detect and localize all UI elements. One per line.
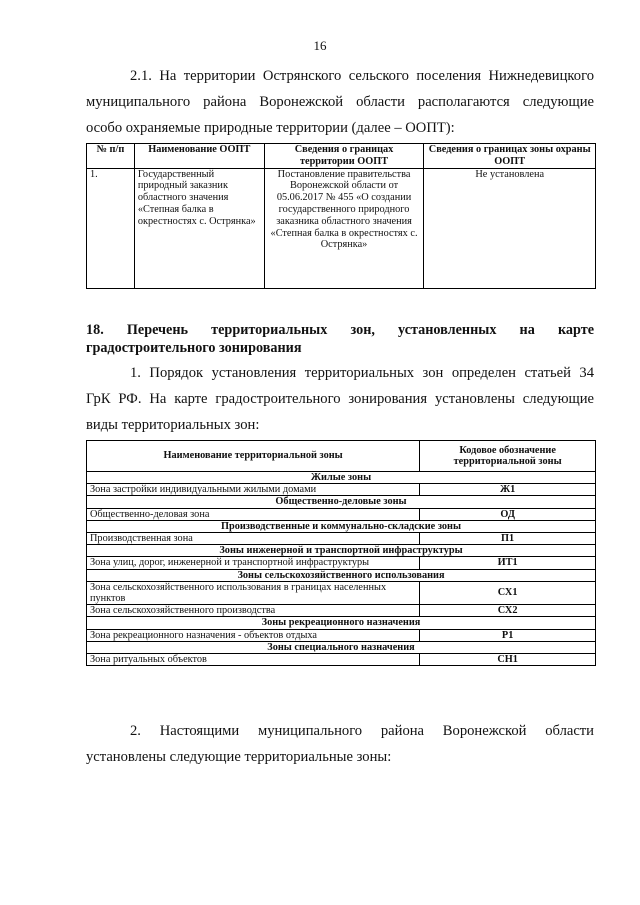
table-row — [87, 508, 596, 520]
zone-name: Зона застройки индивидуальными жилыми домами — [87, 484, 420, 496]
zone-group-row — [87, 569, 596, 581]
zone-group-public: Общественно-деловые зоны — [87, 496, 596, 508]
paragraph-1 — [86, 361, 594, 438]
section-18-title: 18. Перечень территориальных зон, установленных на карте градостроительного зонирования — [86, 322, 594, 356]
zone-group-residential: Жилые зоны — [87, 472, 596, 484]
oopt-table-header — [87, 144, 596, 169]
zone-name: Зона сельскохозяйственного использования в границах населенных пунктов — [87, 581, 420, 604]
table-row — [87, 484, 596, 496]
zone-name: Зона рекреационного назначения - объектов отдыха — [87, 629, 420, 641]
zone-group-agricultural: Зоны сельскохозяйственного использования — [87, 569, 596, 581]
table-row — [87, 654, 596, 666]
paragraph-2-line-2: установлены следующие территориальные зоны: — [86, 748, 392, 765]
zone-group-row — [87, 641, 596, 653]
table-row — [87, 557, 596, 569]
paragraph-1-line-3: виды территориальных зон: — [86, 416, 260, 433]
zone-group-recreational: Зоны рекреационного назначения — [87, 617, 596, 629]
table-row — [87, 581, 596, 604]
paragraph-2 — [86, 719, 594, 771]
table-row — [87, 168, 596, 288]
zone-group-row — [87, 520, 596, 532]
intro-line-1: 2.1. На территории Острянского сельского поселения Нижнедевицкого — [130, 68, 594, 84]
zone-name: Зона ритуальных объектов — [87, 654, 420, 666]
zone-code: Р1 — [420, 629, 596, 641]
paragraph-1-line-2: ГрК РФ. На карте градостроительного зонирования установлены следующие — [86, 390, 594, 407]
zone-group-row — [87, 496, 596, 508]
zone-name: Зона сельскохозяйственного производства — [87, 605, 420, 617]
zones-table — [86, 440, 596, 666]
zone-code: СХ2 — [420, 605, 596, 617]
zones-header-name: Наименование территориальной зоны — [87, 441, 420, 472]
zone-code: П1 — [420, 533, 596, 545]
oopt-cell-borders: Постановление правительства Воронежской области от 05.06.2017 № 455 «О создании государственного природного заказника областного значения «Степная балка в окрестностях с. Острянка» — [264, 168, 424, 288]
zones-table-header — [87, 441, 596, 472]
intro-paragraph — [86, 64, 594, 141]
zone-name: Зона улиц, дорог, инженерной и транспортной инфраструктуры — [87, 557, 420, 569]
oopt-header-zone: Сведения о границах зоны охраны ООПТ — [424, 144, 596, 169]
intro-line-3: особо охраняемые природные территории (далее – ООПТ): — [86, 119, 455, 136]
oopt-header-num: № п/п — [87, 144, 135, 169]
zone-name: Производственная зона — [87, 533, 420, 545]
oopt-header-borders: Сведения о границах территории ООПТ — [264, 144, 424, 169]
oopt-header-name: Наименование ООПТ — [134, 144, 264, 169]
paragraph-1-line-1: 1. Порядок установления территориальных зон определен статьей 34 — [130, 365, 594, 381]
zone-code: ОД — [420, 508, 596, 520]
paragraph-2-line-1: 2. Настоящими муниципального района Воронежской области — [130, 723, 594, 739]
oopt-cell-num: 1. — [87, 168, 135, 288]
table-row — [87, 533, 596, 545]
zone-code: ИТ1 — [420, 557, 596, 569]
zone-group-industrial: Производственные и коммунально-складские зоны — [87, 520, 596, 532]
zone-name: Общественно-деловая зона — [87, 508, 420, 520]
zones-header-code: Кодовое обозначение территориальной зоны — [420, 441, 596, 472]
oopt-cell-zone: Не установлена — [424, 168, 596, 288]
table-row — [87, 629, 596, 641]
page-number: 16 — [313, 38, 327, 53]
zone-group-infrastructure: Зоны инженерной и транспортной инфраструктуры — [87, 545, 596, 557]
table-row — [87, 605, 596, 617]
zone-code: СХ1 — [420, 581, 596, 604]
zone-code: Ж1 — [420, 484, 596, 496]
zone-group-row — [87, 545, 596, 557]
oopt-cell-name: Государственный природный заказник областного значения «Степная балка в окрестностях с. Острянка» — [134, 168, 264, 288]
zone-group-row — [87, 617, 596, 629]
oopt-table — [86, 143, 596, 289]
zone-group-special: Зоны специального назначения — [87, 641, 596, 653]
zone-code: СН1 — [420, 654, 596, 666]
zone-group-row — [87, 472, 596, 484]
intro-line-2: муниципального района Воронежской области располагаются следующие — [86, 93, 594, 110]
